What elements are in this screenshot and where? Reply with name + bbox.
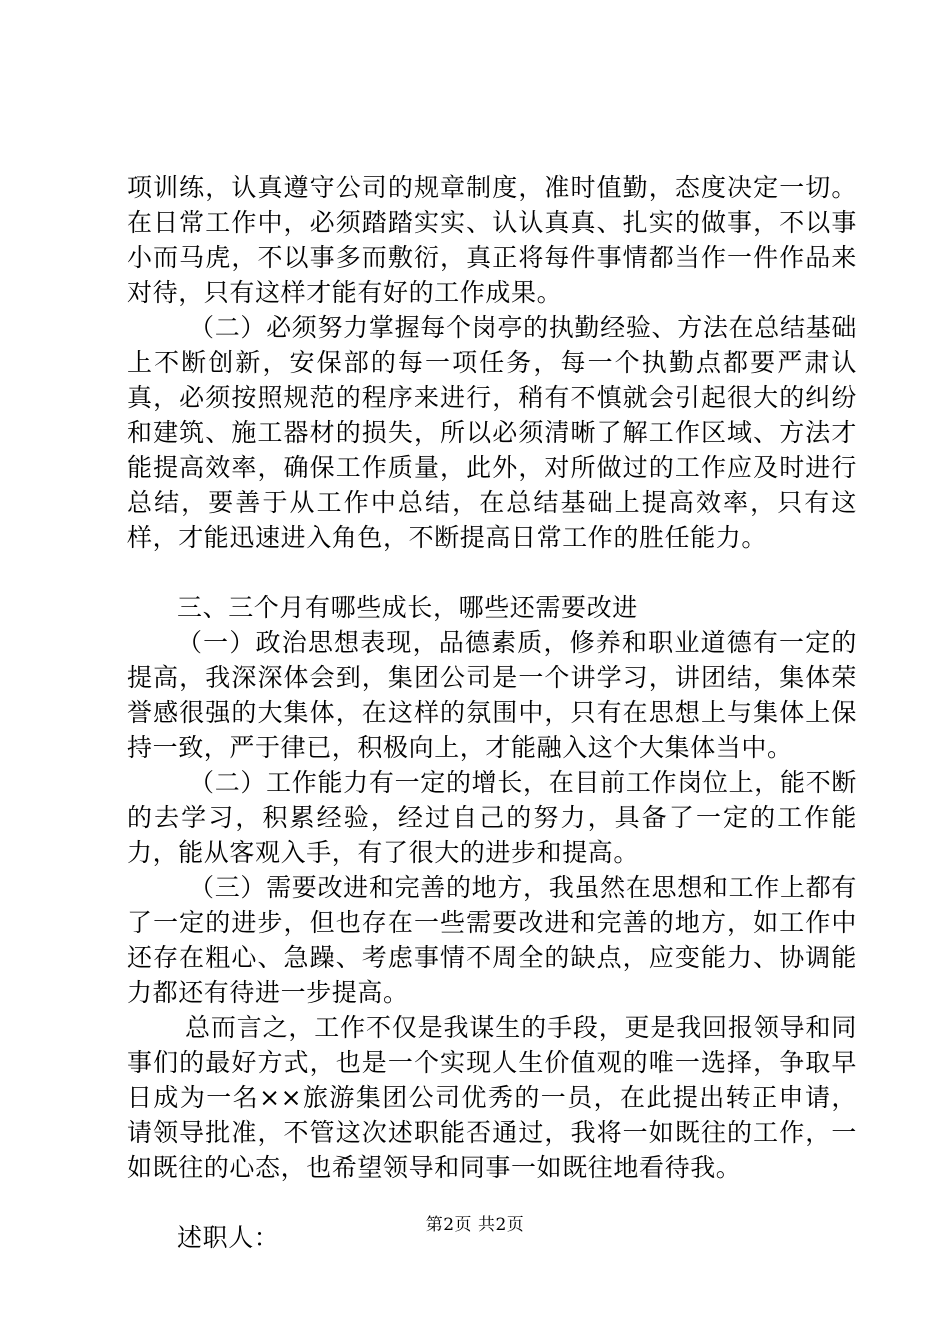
paragraph-work-ability: （二）工作能力有一定的增长，在目前工作岗位上，能不断的去学习，积累经验，经过自己的努力，具备了一定的工作能力，能从客观入手，有了很大的进步和提高。 [127, 768, 857, 867]
paragraph-work-attitude: 项训练，认真遵守公司的规章制度，准时值勤，态度决定一切。在日常工作中，必须踏踏实实、认认真真、扎实的做事，不以事小而马虎，不以事多而敷衍，真正将每件事情都当作一件作品来对待，只有这样才能有好的工作成果。 [127, 173, 857, 307]
paragraph-improvement: （三）需要改进和完善的地方，我虽然在思想和工作上都有了一定的进步，但也存在一些需要改进和完善的地方，如工作中还存在粗心、急躁、考虑事情不周全的缺点，应变能力、协调能力都还有待进一步提高。 [127, 873, 857, 1007]
paragraph-duty-experience: （二）必须努力掌握每个岗亭的执勤经验、方法在总结基础上不断创新，安保部的每一项任务，每一个执勤点都要严肃认真，必须按照规范的程序来进行，稍有不慎就会引起很大的纠纷和建筑、施工器材的损失，所以必须清晰了解工作区域、方法才能提高效率，确保工作质量，此外，对所做过的工作应及时进行总结，要善于从工作中总结，在总结基础上提高效率，只有这样，才能迅速进入角色，不断提高日常工作的胜任能力。 [127, 313, 857, 552]
page-number-footer: 第2页 共2页 [425, 1215, 525, 1235]
signature-line: 述职人： [177, 1223, 280, 1252]
document-body [127, 170, 857, 1255]
paragraph-spacer [127, 555, 857, 590]
paragraph-political-thought: （一）政治思想表现，品德素质，修养和职业道德有一定的提高，我深深体会到，集团公司是一个讲学习，讲团结，集体荣誉感很强的大集体，在这样的氛围中，只有在思想上与集体上保持一致，严于律已，积极向上，才能融入这个大集体当中。 [127, 628, 857, 762]
section-heading-growth: 三、三个月有哪些成长，哪些还需要改进 [177, 593, 638, 622]
paragraph-conclusion: 总而言之，工作不仅是我谋生的手段，更是我回报领导和同事们的最好方式，也是一个实现人生价值观的唯一选择，争取早日成为一名××旅游集团公司优秀的一员，在此提出转正申请，请领导批准，不管这次述职能否通过，我将一如既往的工作，一如既往的心态，也希望领导和同事一如既往地看待我。 [127, 1013, 857, 1182]
